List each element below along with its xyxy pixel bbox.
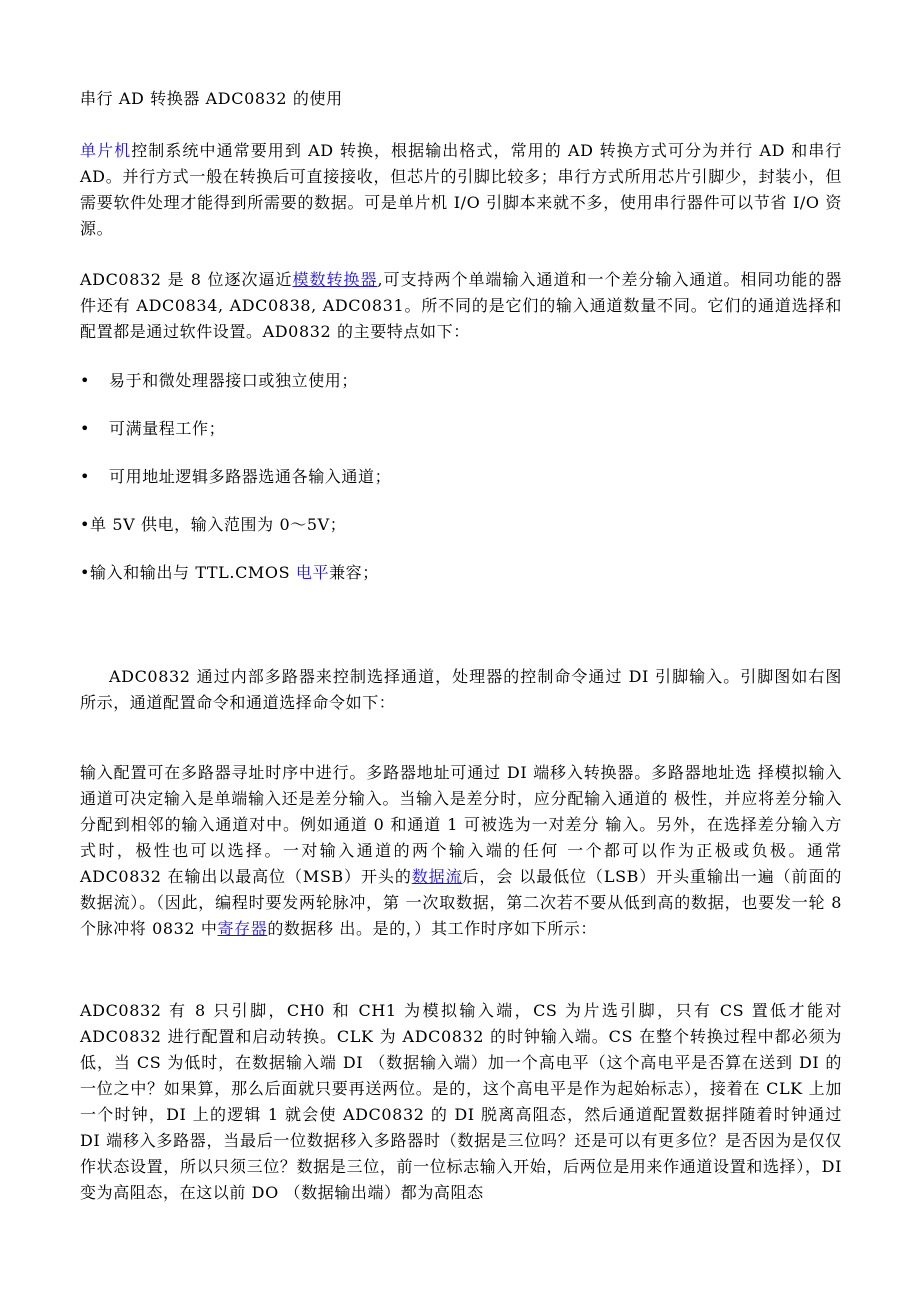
bullet-text-5-after: 兼容；	[329, 563, 379, 582]
adc-converter-link[interactable]: 模数转换器	[292, 270, 378, 289]
adc-paragraph	[80, 267, 842, 345]
bullet-dot: •	[80, 419, 91, 438]
level-link[interactable]: 电平	[295, 563, 330, 582]
feature-bullet-3	[80, 464, 842, 490]
feature-bullet-1	[80, 368, 842, 394]
intro-text: 控制系统中通常要用到 AD 转换，根据输出格式，常用的 AD 转换方式可分为并行 AD 和串行 AD。并行方式一般在转换后可直接接收，但芯片的引脚比较多；串行方式所用芯片引脚少，封装小，但需要软件处理才能得到所需要的数据。可是单片机 I/O 引脚本来就不多，使用串行器件可以节省 I/O 资源。	[80, 141, 842, 238]
config-text-2: 后，会 以最低位（LSB）开头重输出一遍（前面的数据流）。（因此，编程时要发两轮脉冲，第 一次取数据，第二次若不要从低到高的数据，也要发一轮 8 个脉冲将 0832 中	[80, 867, 842, 938]
config-text-3: 的数据移 出。是的，）其工作时序如下所示：	[267, 919, 597, 938]
document-title: 串行 AD 转换器 ADC0832 的使用	[80, 89, 343, 108]
feature-bullet-5	[80, 560, 842, 586]
bullet-dot: •	[80, 467, 91, 486]
pins-paragraph: ADC0832 有 8 只引脚，CH0 和 CH1 为模拟输入端，CS 为片选引脚，只有 CS 置低才能对 ADC0832 进行配置和启动转换。CLK 为 ADC0832 的时钟输入端。CS 在整个转换过程中都必须为低，当 CS 为低时，在数据输入端 DI （数据输入端）加一个高电平（这个高电平是否算在送到 DI 的一位之中？如果算，那么后面就只要再送两位。是的，这个高电平是作为起始标志），接着在 CLK 上加一个时钟，DI 上的逻辑 1 就会使 ADC0832 的 DI 脱离高阻态，然后通道配置数据拌随着时钟通过 DI 端移入多路器，当最后一位数据移入多路器时（数据是三位吗？还是可以有更多位？是否因为是仅仅作状态设置，所以只须三位？数据是三位，前一位标志输入开始，后两位是用来作通道设置和选择），DI 变为高阻态，在这以前 DO （数据输出端）都为高阻态	[80, 1001, 842, 1202]
adc-text-after: ,可支持两个单端输入通道和一个差分输入通道。相同功能的器件还有 ADC0834, ADC0838, ADC0831。所不同的是它们的输入通道数量不同。它们的通道选择和配置都是通过软件设置。AD0832 的主要特点如下：	[80, 270, 842, 341]
mcu-link[interactable]: 单片机	[80, 141, 132, 160]
config-text-1: 输入配置可在多路器寻址时序中进行。多路器地址可通过 DI 端移入转换器。多路器地址选 择模拟输入通道可决定输入是单端输入还是差分输入。当输入是差分时，应分配输入通道的 极性，并应将差分输入分配到相邻的输入通道对中。例如通道 0 和通道 1 可被选为一对差分 输入。另外，在选择差分输入方式时，极性也可以选择。一对输入通道的两个输入端的任何 一个都可以作为正极或负极。通常 ADC0832 在输出以最高位（MSB）开头的	[80, 763, 842, 886]
feature-bullet-2	[80, 416, 842, 442]
intro-paragraph	[80, 138, 842, 242]
spacer	[80, 608, 842, 664]
document-page	[80, 86, 842, 1206]
config-paragraph	[80, 760, 842, 942]
feature-bullet-4	[80, 512, 842, 538]
register-link[interactable]: 寄存器	[217, 919, 268, 938]
data-stream-link[interactable]: 数据流	[411, 867, 463, 886]
adc-text-before: ADC0832 是 8 位逐次逼近	[80, 270, 293, 289]
bullet-text-3: 可用地址逻辑多路器选通各输入通道；	[109, 467, 392, 486]
bullet-text-1: 易于和微处理器接口或独立使用；	[109, 371, 359, 390]
bullet-text-2: 可满量程工作；	[109, 419, 226, 438]
bullet-dot: •	[80, 563, 91, 582]
bullet-dot: •	[80, 515, 91, 534]
bullet-text-5-before: 输入和输出与 TTL.CMOS	[90, 563, 296, 582]
pin-intro-paragraph: ADC0832 通过内部多路器来控制选择通道，处理器的控制命令通过 DI 引脚输入。引脚图如右图所示，通道配置命令和通道选择命令如下：	[80, 667, 842, 712]
bullet-text-4: 单 5V 供电，输入范围为 0～5V；	[90, 515, 347, 534]
bullet-dot: •	[80, 371, 91, 390]
